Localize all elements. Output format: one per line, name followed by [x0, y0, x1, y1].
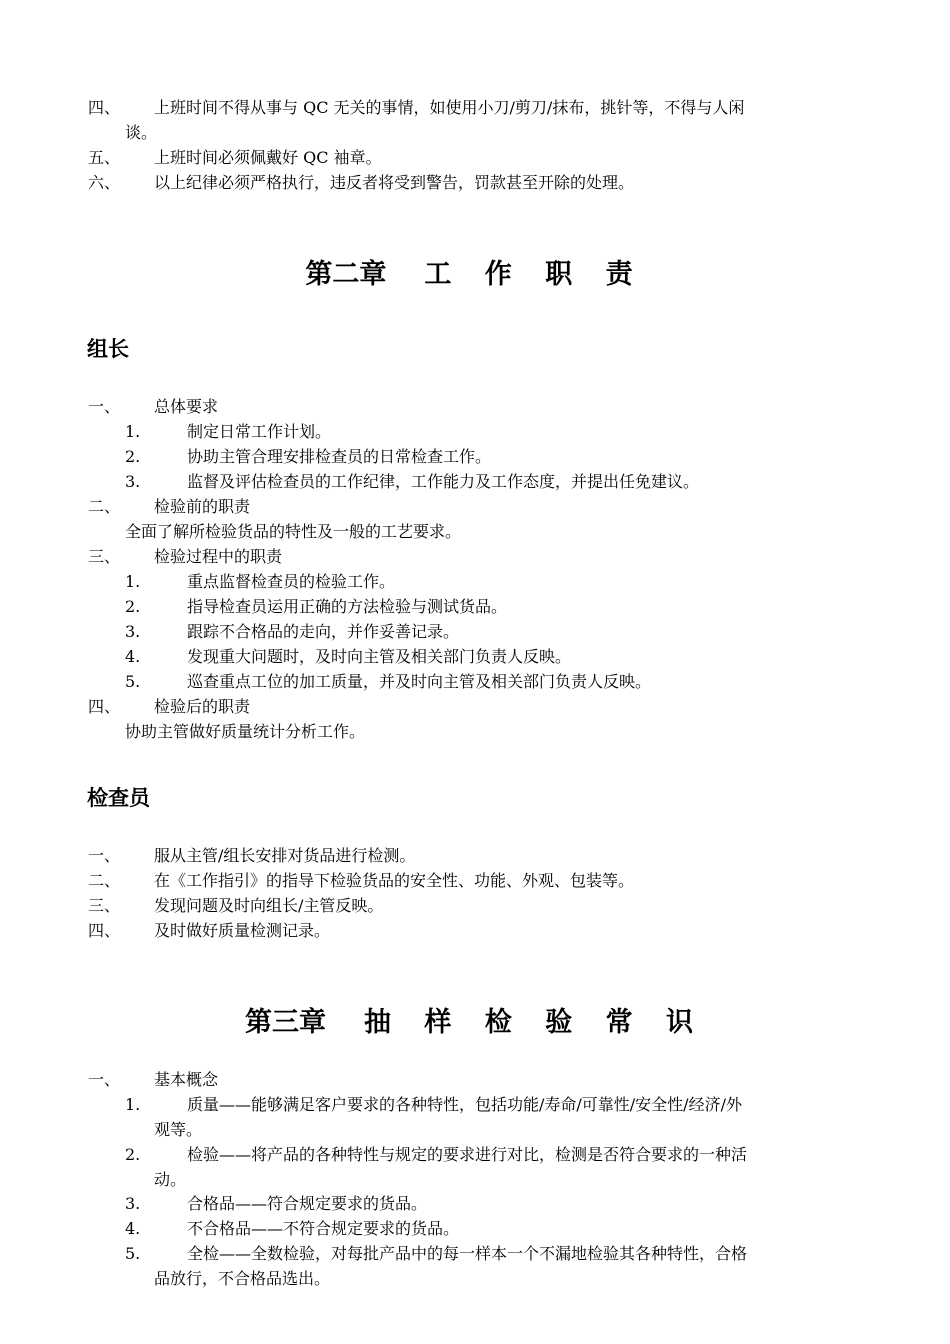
list-number: 3.: [125, 622, 141, 641]
list-item: [0, 1067, 950, 1092]
list-item: [0, 594, 950, 619]
list-number: 四、: [88, 697, 121, 716]
list-item: [0, 544, 950, 569]
list-number: 一、: [88, 397, 121, 416]
section-heading: 组长: [87, 337, 129, 361]
list-item: [0, 1191, 950, 1216]
list-text: 检验——将产品的各种特性与规定的要求进行对比，检测是否符合要求的一种活: [187, 1145, 748, 1164]
list-text: 以上纪律必须严格执行，违反者将受到警告，罚款甚至开除的处理。: [154, 173, 635, 192]
list-text: 发现重大问题时，及时向主管及相关部门负责人反映。: [187, 647, 572, 666]
paragraph-text: 全面了解所检验货品的特性及一般的工艺要求。: [125, 522, 462, 541]
list-number: 2.: [125, 597, 141, 616]
list-number: 3.: [125, 472, 141, 491]
list-text: 发现问题及时向组长/主管反映。: [154, 896, 384, 915]
list-text: 质量——能够满足客户要求的各种特性，包括功能/寿命/可靠性/安全性/经济/外: [187, 1095, 742, 1114]
list-text: 总体要求: [154, 397, 219, 416]
chapter-title: 抽 样 检 验 常 识: [364, 1007, 705, 1038]
chapter-heading: [0, 1000, 950, 1039]
list-text: 重点监督检查员的检验工作。: [187, 572, 396, 591]
list-text: 在《工作指引》的指导下检验货品的安全性、功能、外观、包装等。: [154, 871, 635, 890]
list-number: 二、: [88, 497, 121, 516]
list-item: [0, 419, 950, 444]
list-number: 4.: [125, 1219, 141, 1238]
list-text-continuation: 观等。: [154, 1120, 203, 1139]
list-text: 上班时间必须佩戴好 QC 袖章。: [154, 148, 382, 167]
list-text: 监督及评估检查员的工作纪律，工作能力及工作态度，并提出任免建议。: [187, 472, 700, 491]
list-text: 不合格品——不符合规定要求的货品。: [187, 1219, 460, 1238]
list-number: 2.: [125, 447, 141, 466]
list-item: [0, 469, 950, 494]
list-item: [0, 494, 950, 519]
list-text: 基本概念: [154, 1070, 219, 1089]
list-number: 二、: [88, 871, 121, 890]
list-item: [0, 1216, 950, 1241]
chapter-title: 工 作 职 责: [424, 259, 645, 290]
list-item: [0, 569, 950, 594]
list-number: 1.: [125, 572, 141, 591]
list-text: 巡查重点工位的加工质量，并及时向主管及相关部门负责人反映。: [187, 672, 652, 691]
list-text: 服从主管/组长安排对货品进行检测。: [154, 846, 416, 865]
list-text: 检验后的职责: [154, 697, 251, 716]
list-item-continuation: [0, 1167, 950, 1192]
list-number: 1.: [125, 422, 141, 441]
list-text: 指导检查员运用正确的方法检验与测试货品。: [187, 597, 508, 616]
paragraph-text: 协助主管做好质量统计分析工作。: [125, 722, 366, 741]
list-item-continuation: [0, 120, 950, 145]
list-number: 四、: [88, 98, 121, 117]
chapter-label: 第三章: [245, 1007, 326, 1038]
list-item: [0, 644, 950, 669]
chapter-label: 第二章: [305, 259, 387, 290]
paragraph: [0, 719, 950, 744]
list-number: 5.: [125, 1244, 141, 1263]
list-number: 六、: [88, 173, 121, 192]
list-item-continuation: [0, 1266, 950, 1291]
list-number: 2.: [125, 1145, 141, 1164]
section-heading: 检查员: [87, 786, 150, 810]
list-text: 上班时间不得从事与 QC 无关的事情，如使用小刀/剪刀/抹布，挑针等，不得与人闲: [154, 98, 745, 117]
list-item: [0, 145, 950, 170]
list-item: [0, 918, 950, 943]
list-number: 一、: [88, 846, 121, 865]
paragraph: [0, 519, 950, 544]
list-text: 及时做好质量检测记录。: [154, 921, 331, 940]
list-text-continuation: 品放行，不合格品选出。: [154, 1269, 331, 1288]
list-item: [0, 669, 950, 694]
list-number: 三、: [88, 547, 121, 566]
list-number: 四、: [88, 921, 121, 940]
list-text-continuation: 谈。: [125, 123, 158, 142]
list-text: 跟踪不合格品的走向，并作妥善记录。: [187, 622, 460, 641]
list-item: [0, 170, 950, 195]
list-number: 1.: [125, 1095, 141, 1114]
list-item: [0, 95, 950, 120]
list-item: [0, 694, 950, 719]
list-text: 协助主管合理安排检查员的日常检查工作。: [187, 447, 492, 466]
chapter-heading: [0, 252, 950, 291]
list-number: 五、: [88, 148, 121, 167]
list-number: 4.: [125, 647, 141, 666]
list-text: 检验前的职责: [154, 497, 251, 516]
list-item: [0, 1241, 950, 1266]
list-item: [0, 893, 950, 918]
list-item: [0, 843, 950, 868]
list-item: [0, 619, 950, 644]
list-text: 制定日常工作计划。: [187, 422, 332, 441]
list-text: 检验过程中的职责: [154, 547, 283, 566]
list-item: [0, 394, 950, 419]
list-text: 全检——全数检验，对每批产品中的每一样本一个不漏地检验其各种特性，合格: [187, 1244, 748, 1263]
list-number: 5.: [125, 672, 141, 691]
list-item-continuation: [0, 1117, 950, 1142]
list-text-continuation: 动。: [154, 1170, 187, 1189]
list-number: 3.: [125, 1194, 141, 1213]
list-item: [0, 868, 950, 893]
list-item: [0, 444, 950, 469]
list-number: 一、: [88, 1070, 121, 1089]
list-item: [0, 1092, 950, 1117]
list-number: 三、: [88, 896, 121, 915]
list-item: [0, 1142, 950, 1167]
list-text: 合格品——符合规定要求的货品。: [187, 1194, 428, 1213]
